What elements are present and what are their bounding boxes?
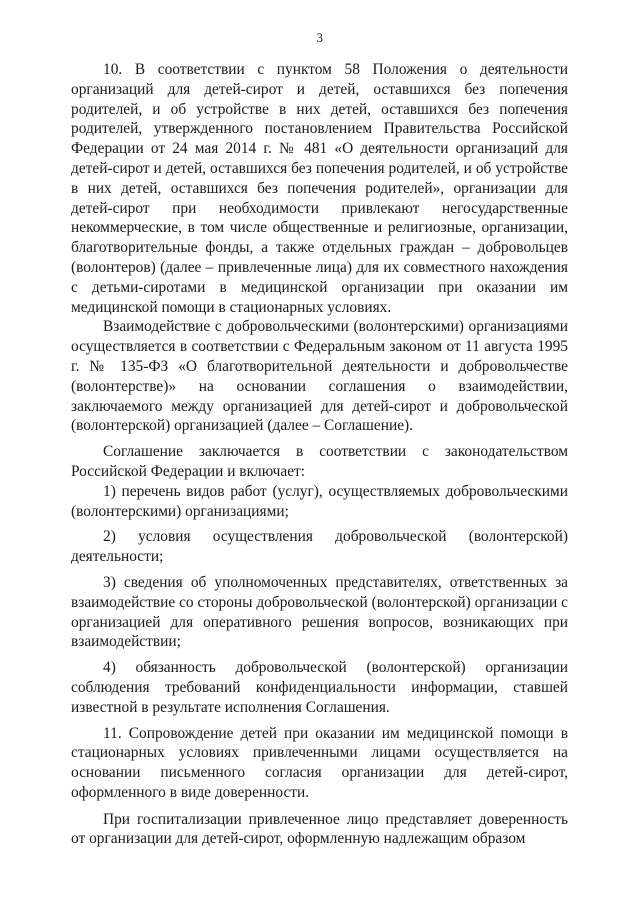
page-number: 3	[316, 30, 324, 45]
list-item-3: 3) сведения об уполномоченных представителях, ответственных за взаимодействие со стороны добровольческой (волонтерской) организации с организацией для оперативного решения вопросов, возникающих при взаимодействии;	[71, 573, 568, 651]
list-item-4: 4) обязанность добровольческой (волонтерской) организации соблюдения требований конфиденциальности информации, ставшей известной в результате исполнения Соглашения.	[71, 659, 568, 716]
paragraph-interaction: Взаимодействие с добровольческими (волонтерскими) организациями осуществляется в соответствии с Федеральным законом от 11 августа 1995 г. № 135-ФЗ «О благотворительной деятельности и добровольчестве (волонтерстве)» на основании соглашения о взаимодействии, заключаемого между организацией для детей-сирот и добровольческой (волонтерской) организацией (далее – Соглашение).	[71, 318, 568, 435]
paragraph-item-11: 11. Сопровождение детей при оказании им медицинской помощи в стационарных условиях привлеченными лицами осуществляется на основании письменного согласия организации для детей-сирот, оформленного в виде доверенности.	[71, 724, 568, 801]
document-body	[71, 60, 568, 849]
paragraph-hospitalization: При госпитализации привлеченное лицо представляет доверенность от организации для детей-сирот, оформленную надлежащим образом	[71, 810, 568, 848]
paragraph-item-10: 10. В соответствии с пунктом 58 Положения о деятельности организаций для детей-сирот и детей, оставшихся без попечения родителей, и об устройстве в них детей, оставшихся без попечения родителей, утвержденного постановлением Правительства Российской Федерации от 24 мая 2014 г. № 481 «О деятельности организаций для детей-сирот и детей, оставшихся без попечения родителей, и об устройстве в них детей, оставшихся без попечения родителей», организации для детей-сирот при необходимости привлекают негосударственные некоммерческие, в том числе общественные и религиозные, организации, благотворительные фонды, а также отдельных граждан – добровольцев (волонтеров) (далее – привлеченные лица) для их совместного нахождения с детьми-сиротами в медицинской организации при оказании им медицинской помощи в стационарных условиях.	[71, 61, 568, 316]
paragraph-agreement: Соглашение заключается в соответствии с законодательством Российской Федерации и включает:	[71, 443, 568, 480]
list-item-1: 1) перечень видов работ (услуг), осуществляемых добровольческими (волонтерскими) организациями;	[71, 482, 568, 520]
list-item-2: 2) условия осуществления добровольческой (волонтерской) деятельности;	[71, 528, 568, 566]
